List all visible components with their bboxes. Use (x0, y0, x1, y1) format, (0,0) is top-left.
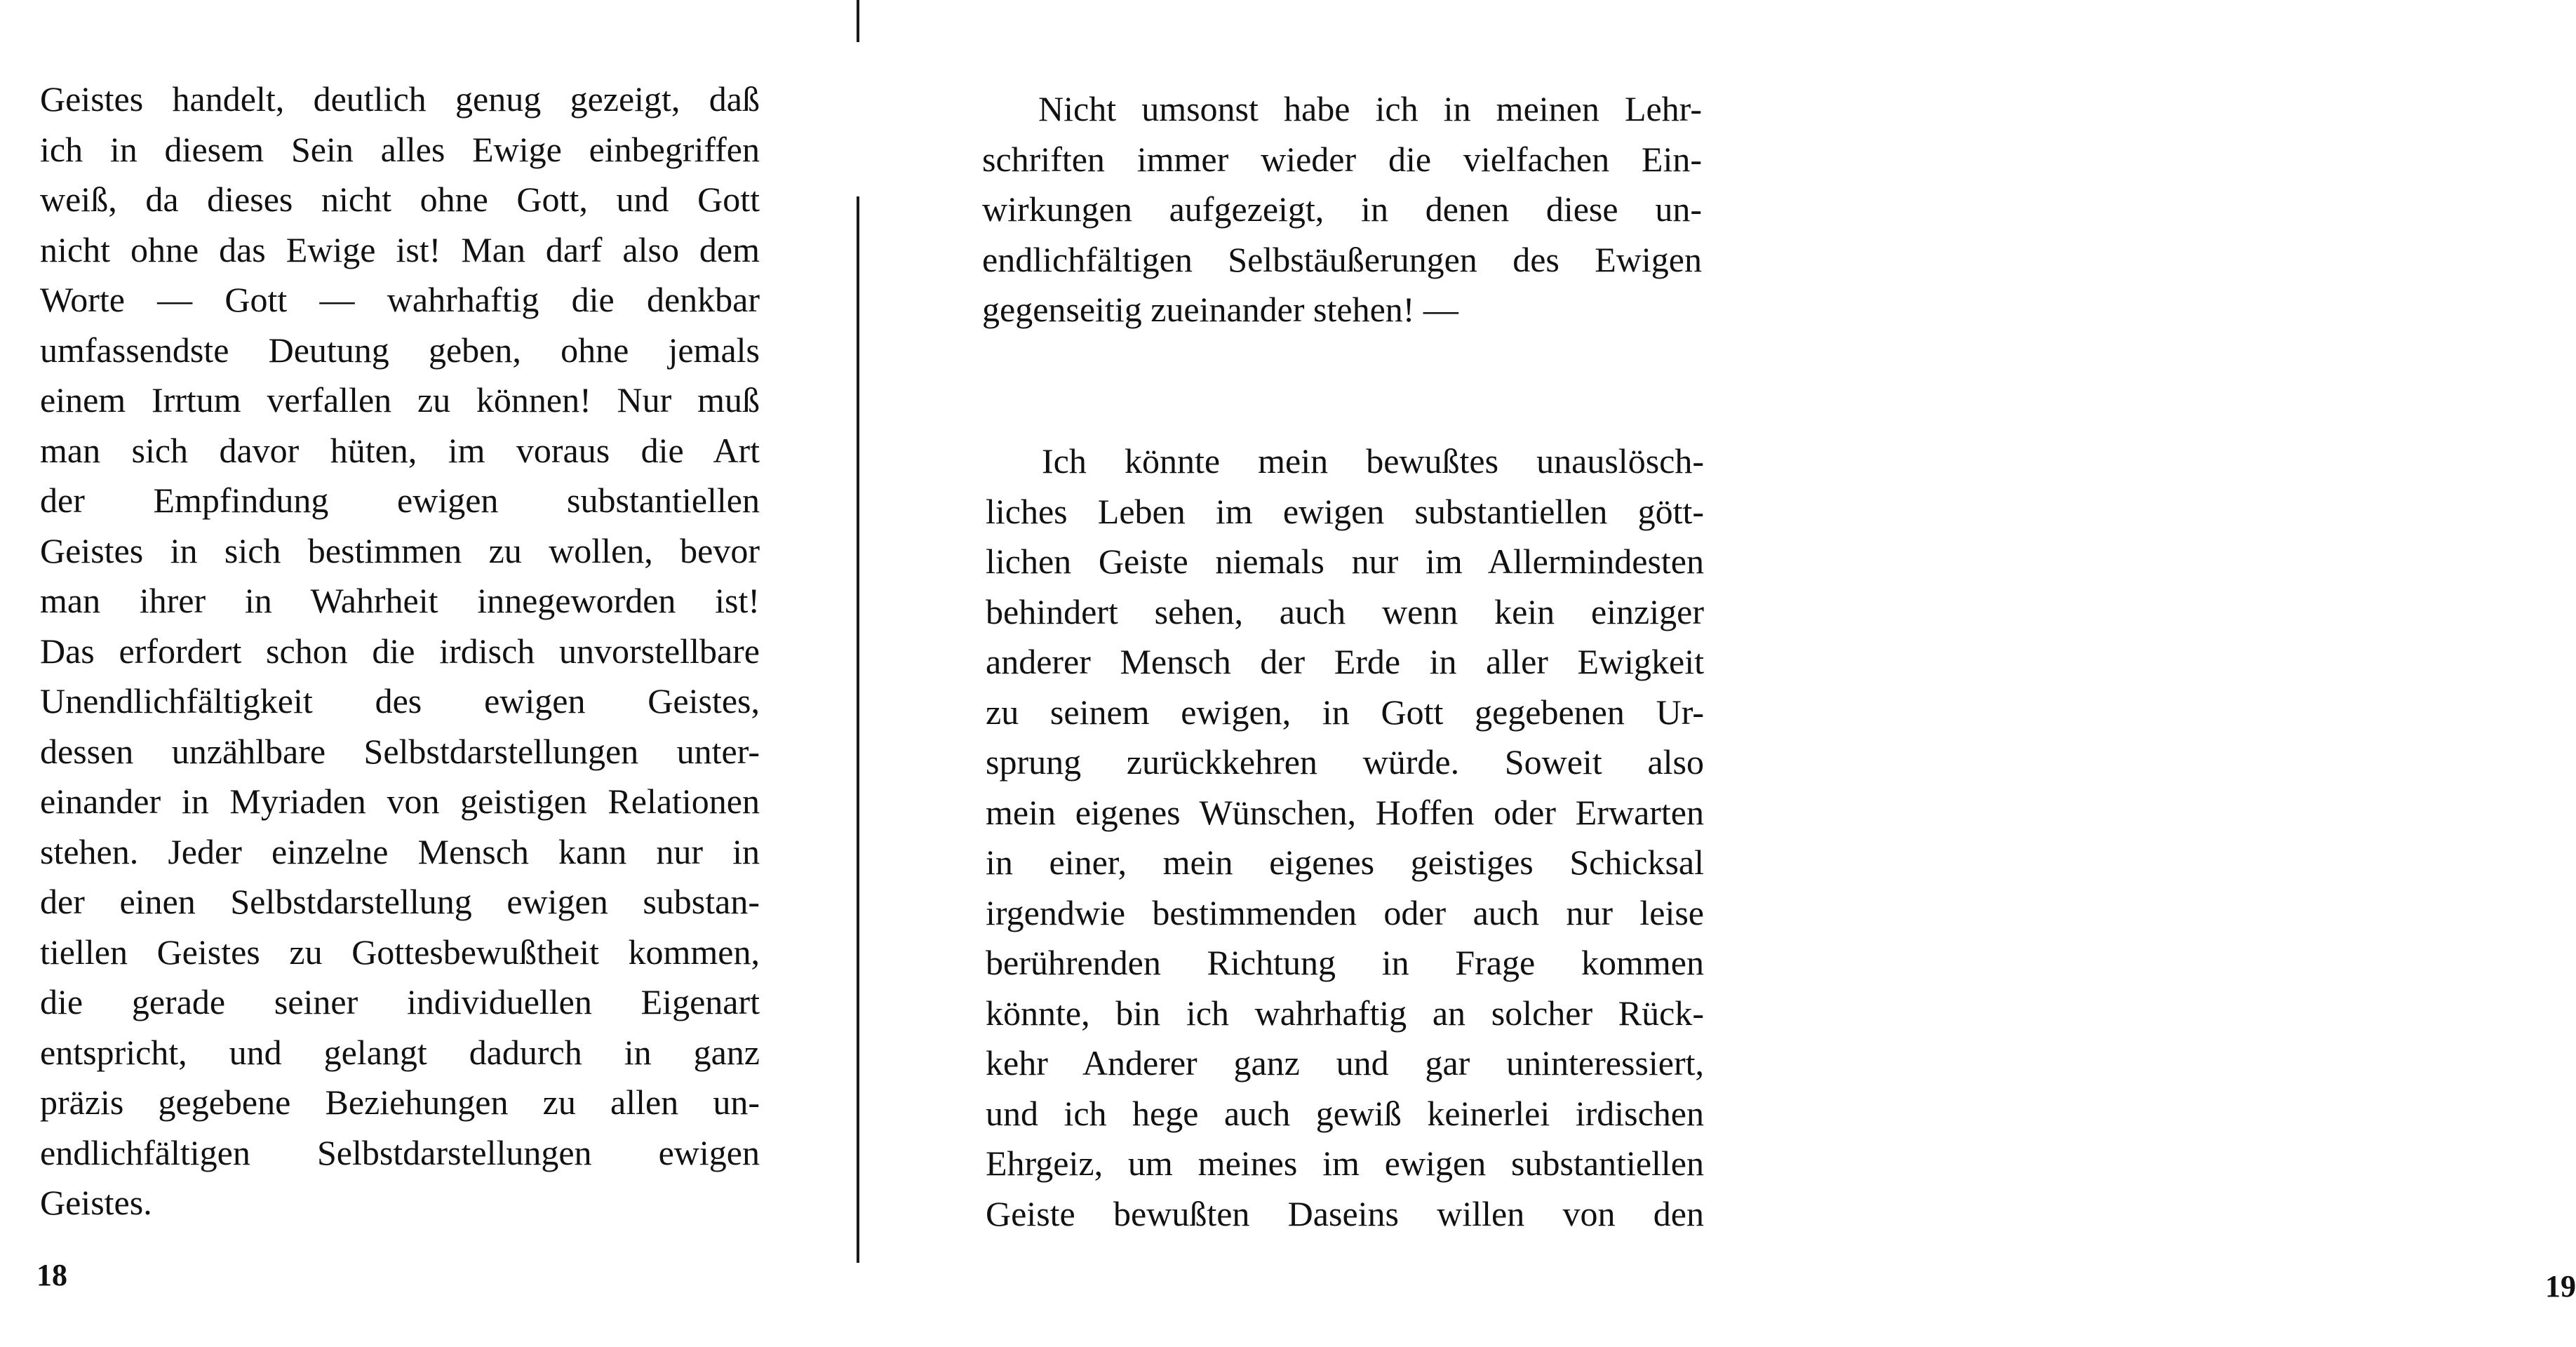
text-line: mein eigenes Wünschen, Hoffen oder Erwarten (986, 792, 1704, 832)
text-line: der Empfindung ewigen substantiellen (40, 481, 760, 520)
left-page-text (40, 74, 760, 1228)
text-line: tiellen Geistes zu Gottesbewußtheit kommen, (40, 932, 760, 972)
text-line: irgendwie bestimmenden oder auch nur leise (986, 892, 1704, 932)
text-line: behindert sehen, auch wenn kein einziger (986, 591, 1704, 631)
text-line: der einen Selbstdarstellung ewigen substan- (40, 882, 760, 921)
text-line: liches Leben im ewigen substantiellen gött- (986, 491, 1704, 531)
text-line: Unendlichfältigkeit des ewigen Geistes, (40, 681, 760, 721)
text-line: die gerade seiner individuellen Eigenart (40, 982, 760, 1021)
text-line: wirkungen aufgezeigt, in denen diese un- (982, 189, 1702, 229)
text-line: anderer Mensch der Erde in aller Ewigkeit (986, 642, 1704, 681)
text-line: und ich hege auch gewiß keinerlei irdischen (986, 1093, 1704, 1133)
text-line: Geiste bewußten Daseins willen von den (986, 1193, 1704, 1233)
text-line: schriften immer wieder die vielfachen Ein- (982, 139, 1702, 179)
text-line: endlichfältigen Selbstäußerungen des Ewigen (982, 239, 1702, 279)
text-line: umfassendste Deutung geben, ohne jemals (40, 330, 760, 370)
text-line: einander in Myriaden von geistigen Relationen (40, 782, 760, 821)
text-line: endlichfältigen Selbstdarstellungen ewigen (40, 1132, 760, 1172)
text-line: man ihrer in Wahrheit innegeworden ist! (40, 581, 760, 620)
text-line: weiß, da dieses nicht ohne Gott, und Gott (40, 180, 760, 219)
left-page (0, 0, 852, 1347)
text-line: gegenseitig zueinander stehen! — (982, 290, 1458, 329)
text-line: könnte, bin ich wahrhaftig an solcher Rück- (986, 993, 1704, 1033)
text-line: Ich könnte mein bewußtes unauslösch- (1042, 441, 1704, 481)
text-line: Worte — Gott — wahrhaftig die denkbar (40, 280, 760, 319)
text-line: einem Irrtum verfallen zu können! Nur muß (40, 380, 760, 420)
page-number-left: 18 (36, 1258, 67, 1292)
text-line: zu seinem ewigen, in Gott gegebenen Ur- (986, 692, 1704, 732)
right-page (870, 0, 2576, 1347)
text-line: kehr Anderer ganz und gar uninteressiert, (986, 1043, 1704, 1083)
right-page-paragraph-2 (986, 436, 1704, 1239)
book-gutter (854, 0, 861, 1347)
text-line: Das erfordert schon die irdisch unvorstellbare (40, 631, 760, 671)
text-line: Nicht umsonst habe ich in meinen Lehr- (1038, 89, 1702, 128)
text-line: in einer, mein eigenes geistiges Schicksal (986, 843, 1704, 882)
text-line: ich in diesem Sein alles Ewige einbegriffen (40, 129, 760, 169)
text-line: Geistes in sich bestimmen zu wollen, bevor (40, 530, 760, 570)
text-line: lichen Geiste niemals nur im Allermindesten (986, 542, 1704, 581)
page-number-right: 19 (2545, 1269, 2576, 1304)
text-line: Geistes. (40, 1183, 152, 1222)
text-line: präzis gegebene Beziehungen zu allen un- (40, 1083, 760, 1122)
gutter-mark (857, 196, 859, 1263)
text-line: Ehrgeiz, um meines im ewigen substantiellen (986, 1144, 1704, 1183)
text-line: berührenden Richtung in Frage kommen (986, 943, 1704, 982)
text-line: nicht ohne das Ewige ist! Man darf also dem (40, 229, 760, 269)
text-line: Geistes handelt, deutlich genug gezeigt, daß (40, 79, 760, 119)
text-line: entspricht, und gelangt dadurch in ganz (40, 1032, 760, 1072)
gutter-mark (857, 0, 859, 42)
text-line: man sich davor hüten, im voraus die Art (40, 430, 760, 470)
text-line: stehen. Jeder einzelne Mensch kann nur in (40, 831, 760, 871)
right-page-paragraph-1 (982, 84, 1702, 335)
text-line: sprung zurückkehren würde. Soweit also (986, 742, 1704, 782)
text-line: dessen unzählbare Selbstdarstellungen unter- (40, 731, 760, 771)
